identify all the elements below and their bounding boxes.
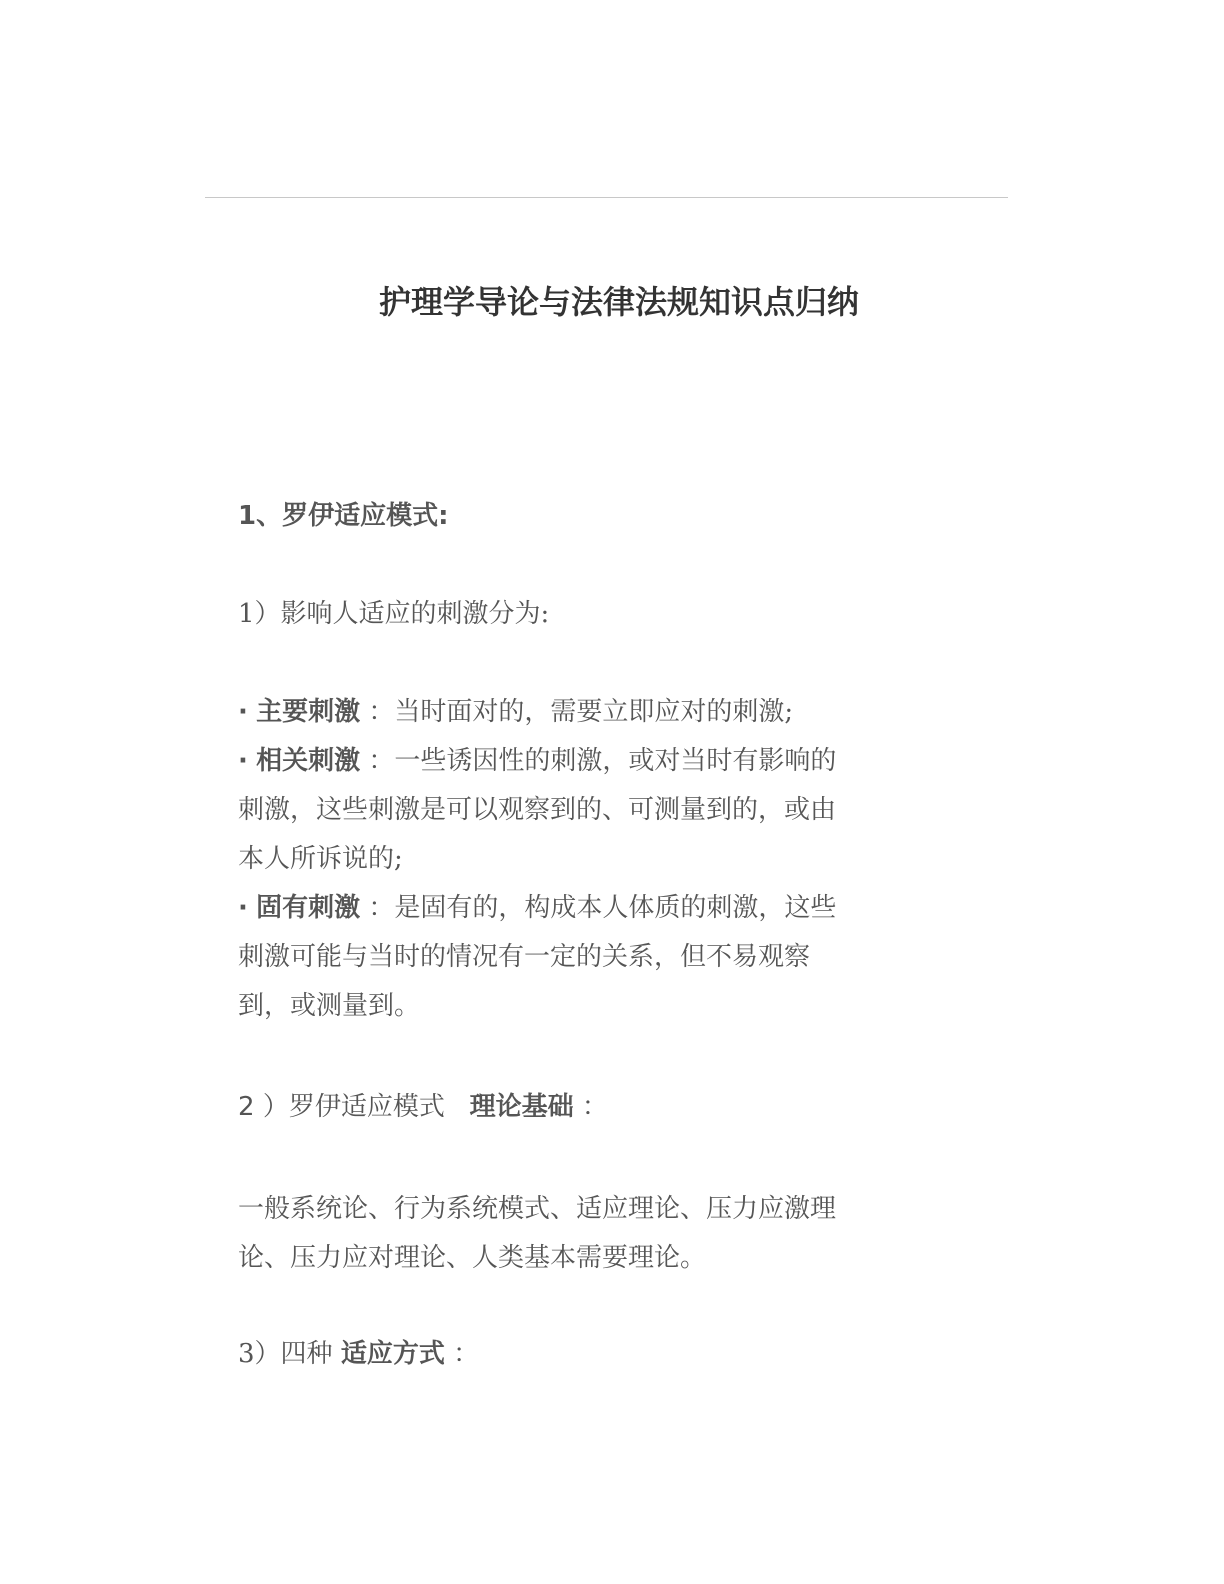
stimulus-desc-line: ：是固有的，构成本人体质的刺激，这些 bbox=[360, 893, 837, 923]
stimulus-term: 固有刺激 bbox=[256, 893, 361, 923]
stimulus-item-related bbox=[238, 737, 908, 884]
subsection-2-bold: 理论基础 bbox=[469, 1092, 574, 1122]
subsection-2-label bbox=[238, 1083, 608, 1131]
document-title: 护理学导论与法律法规知识点归纳 bbox=[378, 283, 859, 321]
subsection-3-text: 3）四种 bbox=[238, 1339, 333, 1369]
section-1-heading: 1、罗伊适应模式: bbox=[238, 501, 449, 531]
subsection-3-label bbox=[238, 1330, 479, 1378]
stimulus-term: 主要刺激 bbox=[256, 697, 361, 727]
stimulus-desc-line: 到，或测量到。 bbox=[238, 991, 421, 1021]
stimulus-item-inherent bbox=[238, 884, 908, 1031]
stimulus-item-primary bbox=[238, 688, 908, 737]
paragraph-line: 论、压力应对理论、人类基本需要理论。 bbox=[238, 1243, 707, 1273]
stimulus-desc-line: 刺激可能与当时的情况有一定的关系，但不易观察 bbox=[238, 942, 811, 972]
bullet-dot: · bbox=[238, 746, 248, 776]
subsection-2-colon: ： bbox=[581, 1092, 608, 1122]
subsection-3-bold: 适应方式 bbox=[340, 1339, 445, 1369]
subsection-3-colon: ： bbox=[453, 1339, 480, 1369]
header-rule bbox=[205, 197, 1008, 198]
bullet-dot: · bbox=[238, 697, 248, 727]
subsection-2-text: ）罗伊适应模式 bbox=[262, 1092, 445, 1122]
stimulus-term: 相关刺激 bbox=[256, 746, 361, 776]
theory-basis-paragraph bbox=[238, 1185, 908, 1283]
subsection-2-number: 2 bbox=[238, 1092, 255, 1122]
stimulus-desc-line: 刺激，这些刺激是可以观察到的、可测量到的，或由 bbox=[238, 795, 837, 825]
bullet-dot: · bbox=[238, 893, 248, 923]
stimulus-desc-line: ：一些诱因性的刺激，或对当时有影响的 bbox=[360, 746, 837, 776]
paragraph-line: 一般系统论、行为系统模式、适应理论、压力应激理 bbox=[238, 1194, 837, 1224]
stimulus-desc-line: 本人所诉说的; bbox=[238, 844, 403, 874]
stimulus-desc-line: ：当时面对的，需要立即应对的刺激; bbox=[360, 697, 794, 727]
subsection-1-label: 1）影响人适应的刺激分为: bbox=[238, 599, 550, 629]
